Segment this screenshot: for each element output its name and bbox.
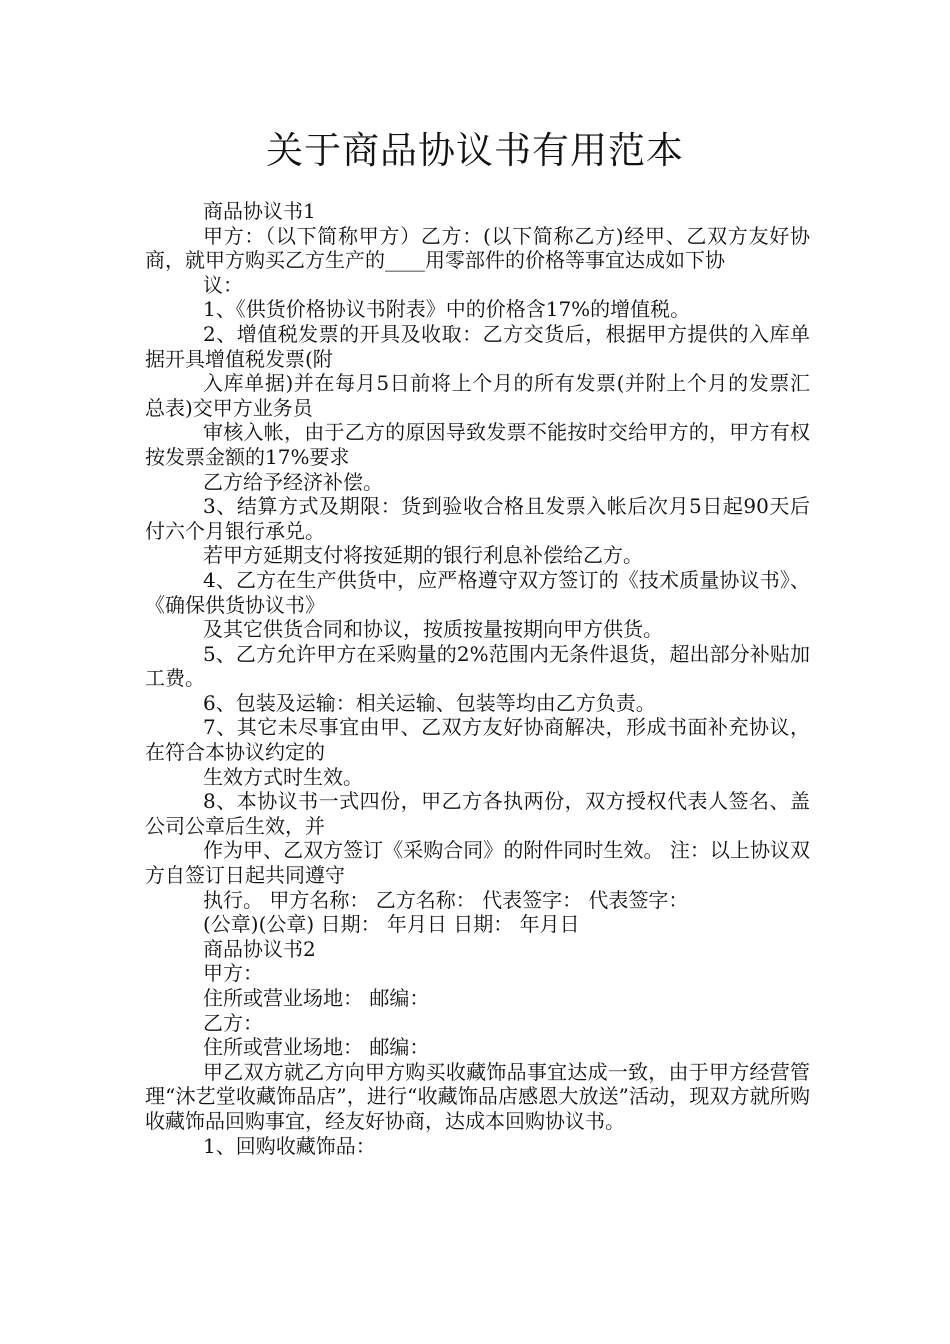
paragraph: 4、乙方在生产供货中，应严格遵守双方签订的《技术质量协议书》、《确保供货协议书》	[145, 567, 810, 617]
paragraph: 6、包装及运输：相关运输、包装等均由乙方负责。	[203, 690, 656, 715]
paragraph: 3、结算方式及期限：货到验收合格且发票入帐后次月5日起90天后付六个月银行承兑。	[145, 494, 810, 543]
address-line: 住所或营业场地： 邮编：	[203, 1035, 430, 1060]
paragraph: 审核入帐，由于乙方的原因导致发票不能按时交给甲方的，甲方有权按发票金额的17%要求	[145, 420, 810, 469]
paragraph: 若甲方延期支付将按延期的银行利息补偿给乙方。	[203, 543, 643, 568]
party-b-line: 乙方：	[203, 1010, 263, 1035]
paragraph: 8、本协议书一式四份，甲乙方各执两份，双方授权代表人签名、盖公司公章后生效，并	[145, 789, 810, 838]
paragraph: 乙方给予经济补偿。	[203, 469, 383, 494]
paragraph: 入库单据)并在每月5日前将上个月的所有发票(并附上个月的发票汇总表)交甲方业务员	[145, 371, 810, 420]
paragraph: 甲乙双方就乙方向甲方购买收藏饰品事宜达成一致，由于甲方经营管理“沐艺堂收藏饰品店”，进行“收藏饰品店感恩大放送”活动，现双方就所购收藏饰品回购事宜，经友好协商，达成本回购协议书。	[145, 1059, 810, 1133]
paragraph-heading-1: 商品协议书1	[203, 199, 316, 223]
document-title: 关于商品协议书有用范本	[266, 129, 684, 172]
party-a-line: 甲方：	[203, 961, 263, 986]
signature-line: 执行。 甲方名称： 乙方名称： 代表签字： 代表签字：	[203, 887, 689, 912]
paragraph: 议：	[203, 272, 243, 297]
paragraph: 及其它供货合同和协议，按质按量按期向甲方供货。	[203, 617, 663, 642]
paragraph: 1、回购收藏饰品：	[203, 1133, 376, 1158]
paragraph: 1、《供货价格协议书附表》中的价格含17%的增值税。	[203, 297, 691, 322]
paragraph: 生效方式时生效。	[203, 764, 363, 789]
document-body	[145, 199, 810, 1158]
paragraph: 2、增值税发票的开具及收取：乙方交货后，根据甲方提供的入库单据开具增值税发票(附	[145, 321, 810, 371]
paragraph: 甲方：（以下简称甲方）乙方：(以下简称乙方)经甲、乙双方友好协商，就甲方购买乙方生产的____用零部件的价格等事宜达成如下协	[145, 223, 810, 273]
paragraph: 5、乙方允许甲方在采购量的2%范围内无条件退货，超出部分补贴加工费。	[145, 641, 810, 691]
date-line: (公章)(公章) 日期： 年月日 日期： 年月日	[203, 912, 580, 937]
paragraph: 7、其它未尽事宜由甲、乙双方友好协商解决，形成书面补充协议，在符合本协议约定的	[145, 715, 810, 765]
address-line: 住所或营业场地： 邮编：	[203, 986, 430, 1010]
paragraph: 作为甲、乙双方签订《采购合同》的附件同时生效。 注：以上协议双方自签订日起共同遵守	[145, 838, 810, 888]
paragraph-heading-2: 商品协议书2	[203, 936, 316, 961]
